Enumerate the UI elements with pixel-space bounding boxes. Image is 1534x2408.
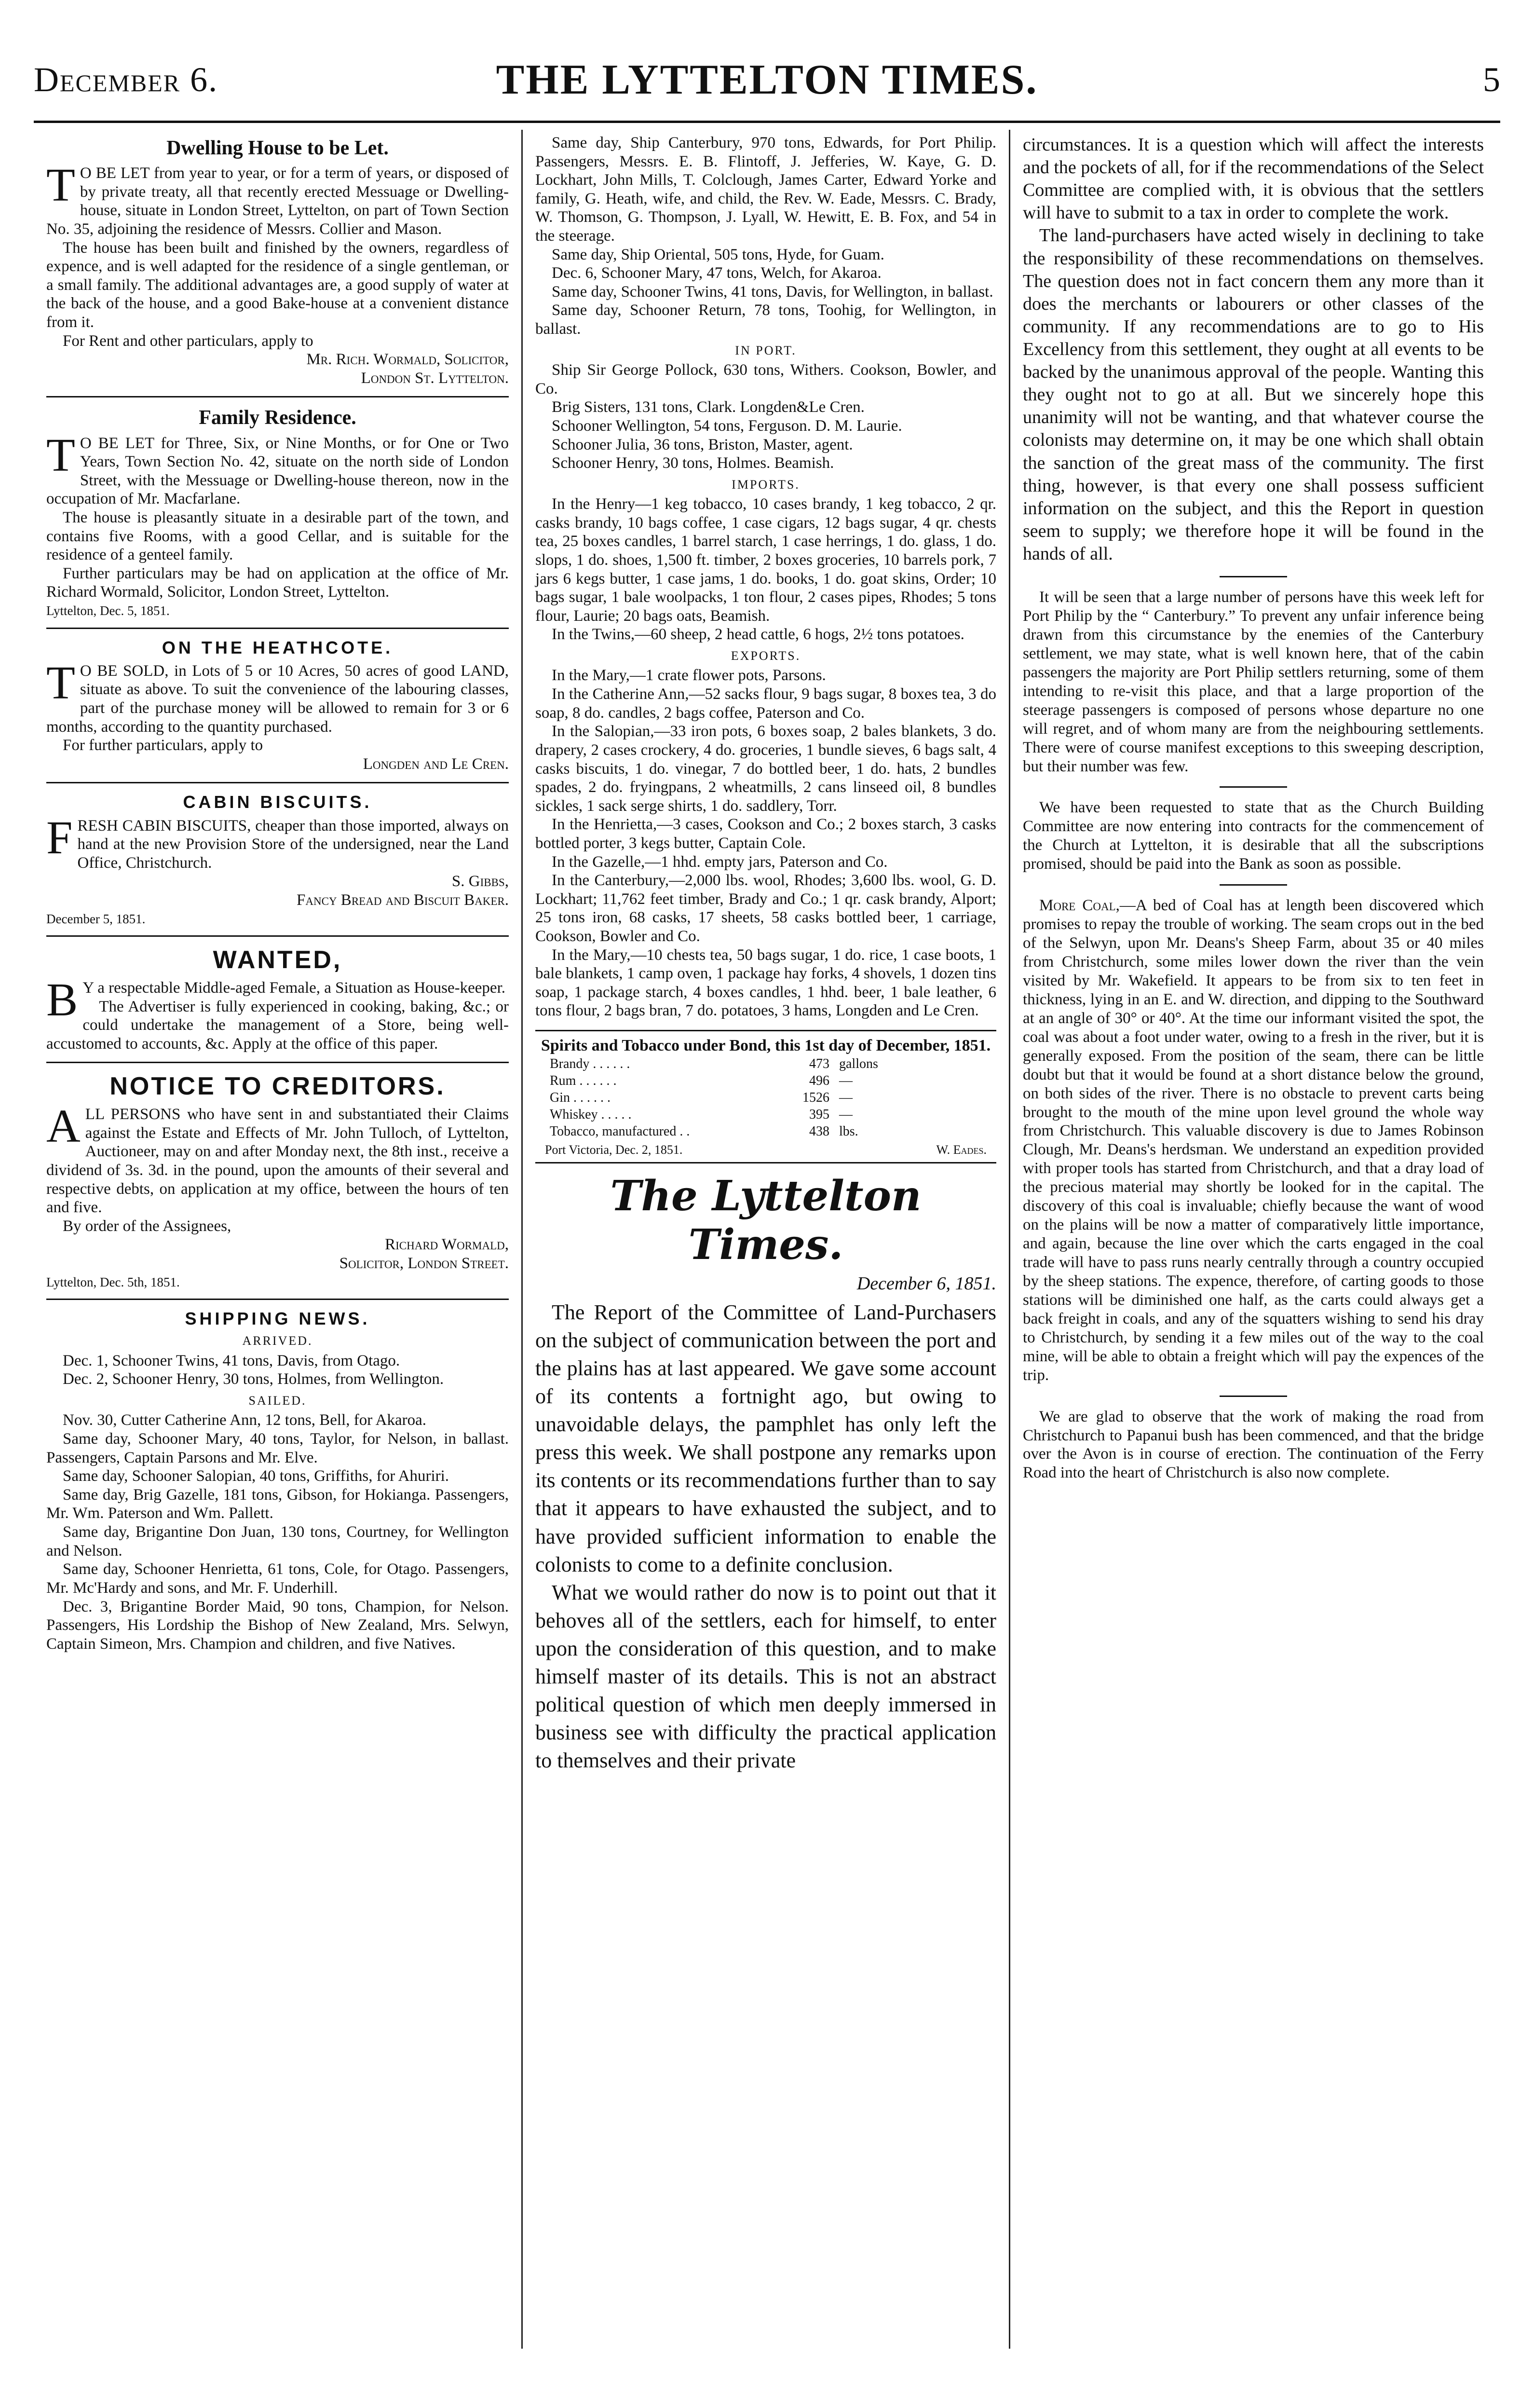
- shipping-entry: In the Henry—1 keg tobacco, 10 cases brandy, 1 keg tobacco, 2 qr. casks brandy, 10 bags coffee, 1 case cigars, 12 bags sugar, 4 qr. chests tea, 25 boxes candles, 1 barrel starch, 1 case herrings, 1 do. glass, 1 do. slops, 1 do. shoes, 1,500 ft. timber, 2 boxes groceries, 10 barrels pork, 7 jars 6 kegs butter, 1 case jams, 1 do. books, 1 do. goat skins, Order; 10 bags sugar, 1 bale woolpacks, 1 ton flour, 2 cases pipes, Rhodes; 5 tons flour, Laurie; 20 bags oats, Beamish.: [535, 495, 996, 625]
- ad-heading: Family Residence.: [199, 407, 356, 429]
- shipping-entry: In the Mary,—1 crate flower pots, Parsons.: [552, 667, 826, 684]
- shipping-entry: In the Catherine Ann,—52 sacks flour, 9 bags sugar, 8 boxes tea, 3 do soap, 8 do. candles, 2 bags coffee, Paterson and Co.: [535, 685, 996, 722]
- article-date: December 6, 1851.: [856, 1273, 996, 1294]
- subheading-arrived: ARRIVED.: [242, 1334, 313, 1348]
- ad-body: FRESH CABIN BISCUITS, cheaper than those imported, always on hand at the new Provision Store of the undersigned, near the Land Office, Christchurch.: [46, 811, 509, 872]
- divider: [1220, 1396, 1287, 1397]
- drop-cap: T: [46, 159, 75, 212]
- leader-article: [535, 1172, 996, 1775]
- ad-apply: For further particulars, apply to: [63, 737, 263, 754]
- spirits-bond-table: [535, 1030, 996, 1163]
- newspaper-title: THE LYTTELTON TIMES.: [496, 56, 1038, 103]
- shipping-entry: In the Henrietta,—3 cases, Cookson and Co.; 2 boxes starch, 3 casks bottled porter, 3 kegs butter, Captain Cole.: [535, 816, 996, 852]
- subheading-in-port: IN PORT.: [735, 343, 797, 357]
- shipping-entry: In the Twins,—60 sheep, 2 head cattle, 6 hogs, 2½ tons potatoes.: [552, 626, 964, 643]
- shipping-entry: Schooner Henry, 30 tons, Holmes. Beamish.: [552, 454, 834, 472]
- ad-heading: ON THE HEATHCOTE.: [162, 637, 394, 657]
- subheading-imports: IMPORTS.: [732, 477, 800, 492]
- section-heading: SHIPPING NEWS.: [185, 1309, 370, 1329]
- article-paragraph: The Report of the Committee of Land-Purchasers on the subject of communication between the port and the plains has at last appeared. We gave some account of its contents a fortnight ago, but owing to unavoidable delays, the pamphlet has only left the press this week. We shall postpone any remarks upon its contents or its recommendations further than to say that it appears to have exhausted the subject, and to have provided sufficient information to enable the colonists to come to a definite conclusion.: [535, 1300, 996, 1576]
- ad-body: The house is pleasantly situate in a desirable part of the town, and contains five Rooms, with a good Cellar, and is suitable for the residence of a genteel family.: [46, 509, 509, 564]
- drop-cap: T: [46, 657, 75, 709]
- ad-signature: Mr. Rich. Wormald, Solicitor,: [306, 351, 509, 369]
- shipping-entry: Same day, Brigantine Don Juan, 130 tons, Courtney, for Wellington and Nelson.: [46, 1523, 509, 1560]
- divider: [46, 782, 509, 783]
- ad-notice-to-creditors: [46, 1072, 509, 1290]
- ad-family-residence: [46, 406, 509, 618]
- shipping-entry: In the Canterbury,—2,000 lbs. wool, Rhodes; 3,600 lbs. wool, G. D. Lockhart; 11,762 feet timber, Brady and Co.; 1 qr. cask brandy, Alport; 25 tons iron, 68 casks, 17 sheets, 58 casks bottled beer, 1 carriage, Cookson, Bowler and Co.: [535, 872, 996, 945]
- ad-heading: NOTICE TO CREDITORS.: [109, 1072, 446, 1101]
- ad-signature: London St. Lyttelton.: [361, 369, 509, 387]
- divider: [46, 1062, 509, 1063]
- shipping-entry: Same day, Brig Gazelle, 181 tons, Gibson, for Hokianga. Passengers, Mr. Wm. Paterson and Wm. Pallett.: [46, 1486, 509, 1522]
- ad-cabin-biscuits: [46, 792, 509, 927]
- leader-article-continued: [1023, 134, 1484, 565]
- ad-dwelling-house: [46, 137, 509, 387]
- divider: [46, 1299, 509, 1300]
- ad-wanted: [46, 945, 509, 1053]
- news-item-church: We have been requested to state that as the Church Building Committee are now entering into contracts for the commencement of the Church at Lyttelton, it is desirable that all the subscriptions promised, should be paid into the Bank as soon as possible.: [1023, 799, 1484, 873]
- ad-heading: Dwelling House to be Let.: [166, 137, 389, 159]
- ad-body: The house has been built and finished by the owners, regardless of expence, and is well adapted for the residence of a single gentleman, or a small family. The additional advantages are, a good supply of water at the back of the house, and a good Bake-house at a convenient distance from it.: [46, 239, 509, 331]
- drop-cap: B: [46, 973, 78, 1026]
- ad-body: T O BE LET from year to year, or for a term of years, or disposed of by private treaty, all that recently erected Messuage or Dwelling-house, situate in London Street, Lyttelton, on part of Town Section No. 35, adjoining the residence of Messrs. Collier and Mason.: [46, 159, 509, 238]
- table-place-date: Port Victoria, Dec. 2, 1851.: [545, 1142, 683, 1157]
- ad-heading: CABIN BISCUITS.: [183, 792, 372, 812]
- table-row: Gin . . . . . . 1526 —: [550, 1090, 853, 1105]
- shipping-entry: Schooner Julia, 36 tons, Briston, Master, agent.: [552, 436, 853, 453]
- shipping-entry: Same day, Ship Canterbury, 970 tons, Edwards, for Port Philip. Passengers, Messrs. E. B. Flintoff, J. Jefferies, W. Kaye, G. D. Lockhart, John Mills, T. Colclough, James Carter, Edward Yorke and family, G. Heath, wife, and child, the Rev. W. Eade, Messrs. C. Brady, W. Thomson, G. Thompson, J. Lyall, W. Hewitt, E. B. Fox, and 54 in the steerage.: [535, 134, 996, 245]
- ad-heading: WANTED,: [213, 946, 342, 974]
- divider: [1220, 884, 1287, 886]
- shipping-entry: In the Mary,—10 chests tea, 50 bags sugar, 1 do. rice, 1 case boots, 1 bale blankets, 1 camp oven, 1 package hay forks, 4 shovels, 1 dozen tins soap, 1 package starch, 4 boxes candles, 1 hhd. beer, 1 bale leather, 6 tons flour, 2 bags bran, 7 do. potatoes, 3 hams, Longden and Le Cren.: [535, 946, 996, 1020]
- ad-body: B Y a respectable Middle-aged Female, a Situation as House-keeper.: [46, 973, 506, 1026]
- columns: [34, 130, 1500, 2349]
- table-footer: [535, 1140, 996, 1157]
- ad-signature: Longden and Le Cren.: [363, 755, 509, 773]
- news-item-canterbury: It will be seen that a large number of persons have this week left for Port Philip by the “ Canterbury.” To prevent any unfair inference being drawn from this circumstance by the enemies of the Canterbury settlement, we may state, what is well known here, that of the cabin passengers the majority are Port Philip settlers returning, some of them intending to re-visit this place, and that a large proportion of the steerage passengers is composed of persons whose departure no one will regret, and of whom many are from the neighbouring settlements. There were of course manifest exceptions to this sweeping description, but their number was few.: [1023, 588, 1484, 775]
- ad-dateline: Lyttelton, Dec. 5th, 1851.: [46, 1274, 180, 1289]
- table-row: Rum . . . . . . 496 —: [550, 1073, 853, 1088]
- article-paragraph: circumstances. It is a question which will affect the interests and the pockets of all, for if the recommendations of the Select Committee are complied with, it is obvious that the settlers will have to submit to a tax in order to complete the work.: [1023, 135, 1484, 223]
- shipping-entry: Same day, Schooner Return, 78 tons, Toohig, for Wellington, in ballast.: [535, 301, 996, 338]
- ad-apply: For Rent and other particulars, apply to: [63, 332, 313, 350]
- news-item-lead: More Coal,: [1039, 897, 1120, 915]
- table-signature: W. Eades.: [936, 1142, 987, 1157]
- shipping-entry: Schooner Wellington, 54 tons, Ferguson. D. M. Laurie.: [552, 417, 902, 435]
- article-paragraph: What we would rather do now is to point out that it behoves all of the settlers, each for himself, to enter upon the consideration of this question, and to make himself master of its details. This is not an abstract political question of which men deeply immersed in business see with difficulty the practical application to themselves and their private: [535, 1580, 996, 1773]
- ad-heathcote: [46, 638, 509, 774]
- shipping-news: [46, 1309, 509, 1653]
- ad-body: Further particulars may be had on application at the office of Mr. Richard Wormald, Solicitor, London Street, Lyttelton.: [46, 564, 509, 601]
- shipping-news-continued: [535, 134, 996, 1020]
- subheading-exports: EXPORTS.: [731, 649, 801, 663]
- divider: [46, 396, 509, 397]
- subheading-sailed: SAILED.: [248, 1394, 307, 1408]
- ad-body: ALL PERSONS who have sent in and substantiated their Claims against the Estate and Effects of Mr. John Tulloch, of Lyttelton, Auctioneer, may on and after Monday next, the 8th inst., receive a dividend of 3s. 3d. in the pound, upon the amounts of their several and respective debts, on application at my office, between the hours of ten and five.: [46, 1100, 509, 1217]
- ad-dateline: December 5, 1851.: [46, 911, 146, 926]
- article-paragraph: The land-purchasers have acted wisely in declining to take the responsibility of these recommendations on themselves. The question does not in fact concern them any more than it does the merchants or labourers or other classes of the community. If any recommendations are to go to His Excellency from this settlement, they ought at all events to be backed by the unanimous approval of the people. Wanting this they ought not to go at all. But we sincerely hope this unanimity will not be wanting, and that whatever course the colonists may determine on, it may be one which shall obtain the sanction of the great mass of the community. The first thing, however, is that every one shall possess sufficient information on the subject, and this the Report in question seem to supply; we therefore hope it will be found in the hands of all.: [1023, 225, 1484, 564]
- column-3: [1009, 130, 1496, 2349]
- shipping-entry: Same day, Ship Oriental, 505 tons, Hyde, for Guam.: [552, 246, 884, 263]
- shipping-entry: In the Gazelle,—1 hhd. empty jars, Paterson and Co.: [552, 853, 888, 871]
- ad-signature: Fancy Bread and Biscuit Baker.: [297, 891, 509, 909]
- news-item-road: We are glad to observe that the work of making the road from Christchurch to Papanui bush has been commenced, and that the bridge over the Avon is in course of erection. The continuation of the Ferry Road into the heart of Christchurch is also now complete.: [1023, 1408, 1484, 1482]
- drop-cap: T: [46, 429, 75, 481]
- page-number: 5: [1483, 60, 1500, 99]
- divider: [1220, 786, 1287, 788]
- table-row: Brandy . . . . . . 473 gallons: [550, 1056, 878, 1071]
- drop-cap: A: [46, 1100, 81, 1153]
- table-row: Whiskey . . . . . 395 —: [550, 1107, 853, 1122]
- table-title: Spirits and Tobacco under Bond, this 1st day of December, 1851.: [541, 1037, 991, 1055]
- table-row: Tobacco, manufactured . . 438 lbs.: [550, 1123, 858, 1139]
- divider: [46, 935, 509, 937]
- shipping-entry: Same day, Schooner Salopian, 40 tons, Griffiths, for Ahuriri.: [63, 1467, 449, 1485]
- ad-signature: Richard Wormald,: [385, 1236, 509, 1254]
- shipping-entry: Brig Sisters, 131 tons, Clark. Longden&Le Cren.: [552, 398, 865, 416]
- shipping-entry: Dec. 3, Brigantine Border Maid, 90 tons, Champion, for Nelson. Passengers, His Lordship the Bishop of New Zealand, Mrs. Selwyn, Captain Simeon, Mrs. Champion and children, and five Natives.: [46, 1598, 509, 1653]
- shipping-entry: Same day, Schooner Twins, 41 tons, Davis, for Wellington, in ballast.: [552, 283, 993, 301]
- news-item-coal: More Coal,—A bed of Coal has at length been discovered which promises to repay the trouble of working. The seam crops out in the bed of the Selwyn, upon Mr. Deans's Sheep Farm, about 35 or 40 miles from Christchurch, some miles lower down the river than the vein visited by Mr. Wakefield. It appears to be from six to ten feet in thickness, lying in an E. and W. direction, and dipping to the Southward at an angle of 30° or 40°. At the time our informant visited the spot, the coal was about a foot under water, owing to a fresh in the river, but it is generally exposed. From the position of the seam, there can be little doubt but that it would be found at a short distance below the ground, on both sides of the river. There is no obstacle to prevent carts being brought to the mouth of the mine upon level ground the whole way from Christchurch. This valuable discovery is due to James Robinson Clough, Mr. Deans's herdsman. We understand an expedition provided with proper tools has started from Christchurch, and that a dray load of the precious material may shortly be looked for in the capital. The discovery of this coal is invaluable; chiefly because the want of wood on the plains will be now a matter of comparatively little importance, and again, because the line over which the carts engaged in the coal trade will have to pass runs nearly centrally through a country occupied by the sheep stations. The expence, therefore, of carting goods to those stations will be diminished one half, as the carts could always get a back freight in coals, and any of the squatters wishing to send his dray to Christchurch, by sending it a few miles out of the way to the coal mine, will be able to obtain a freight which will pay the expences of the trip.: [1023, 897, 1484, 1384]
- issue-date: December 6.: [34, 60, 218, 99]
- divider: [1220, 576, 1287, 577]
- shipping-entry: Dec. 1, Schooner Twins, 41 tons, Davis, from Otago.: [63, 1352, 400, 1369]
- ad-body: T O BE SOLD, in Lots of 5 or 10 Acres, 50 acres of good LAND, situate as above. To suit the convenience of the labouring classes, part of the purchase money will be allowed to remain for 3 or 6 months, according to the quantity purchased.: [46, 657, 509, 736]
- divider: [46, 628, 509, 629]
- drop-cap: F: [46, 811, 73, 864]
- shipping-entry: In the Salopian,—33 iron pots, 6 boxes soap, 2 bales blankets, 3 do. drapery, 2 cases crockery, 4 do. groceries, 1 bundle sieves, 6 bags salt, 4 casks biscuits, 1 do. vinegar, 7 do bottled beer, 1 do. hats, 2 bundles spades, 2 do. fryingpans, 2 wheatmills, 2 cans linseed oil, 8 bundles sickles, 1 sack serge shirts, 1 do. saddlery, Torr.: [535, 723, 996, 815]
- masthead: [34, 39, 1500, 123]
- shipping-entry: Ship Sir George Pollock, 630 tons, Withers. Cookson, Bowler, and Co.: [535, 361, 996, 397]
- column-1: [34, 130, 521, 2349]
- column-2: [521, 130, 1009, 2349]
- shipping-entry: Nov. 30, Cutter Catherine Ann, 12 tons, Bell, for Akaroa.: [63, 1411, 426, 1429]
- ad-body: The Advertiser is fully experienced in cooking, baking, &c.; or could undertake the management of a Store, being well-accustomed to accounts, &c. Apply at the office of this paper.: [46, 998, 509, 1053]
- ad-signature: Solicitor, London Street.: [339, 1255, 509, 1272]
- ad-dateline: Lyttelton, Dec. 5, 1851.: [46, 603, 170, 618]
- ad-signature: S. Gibbs,: [451, 873, 509, 890]
- shipping-entry: Same day, Schooner Mary, 40 tons, Taylor, for Nelson, in ballast. Passengers, Captain Parsons and Mr. Elve.: [46, 1430, 509, 1466]
- shipping-entry: Same day, Schooner Henrietta, 61 tons, Cole, for Otago. Passengers, Mr. Mc'Hardy and sons, and Mr. F. Underhill.: [46, 1560, 509, 1597]
- ad-order: By order of the Assignees,: [63, 1217, 231, 1235]
- nameplate: The Lyttelton Times.: [610, 1172, 922, 1269]
- shipping-entry: Dec. 6, Schooner Mary, 47 tons, Welch, for Akaroa.: [552, 264, 882, 282]
- shipping-entry: Dec. 2, Schooner Henry, 30 tons, Holmes, from Wellington.: [63, 1370, 444, 1388]
- ad-body: T O BE LET for Three, Six, or Nine Months, or for One or Two Years, Town Section No. 42, situate on the north side of London Street, with the Messuage or Dwelling-house thereon, now in the occupation of Mr. Macfarlane.: [46, 429, 509, 508]
